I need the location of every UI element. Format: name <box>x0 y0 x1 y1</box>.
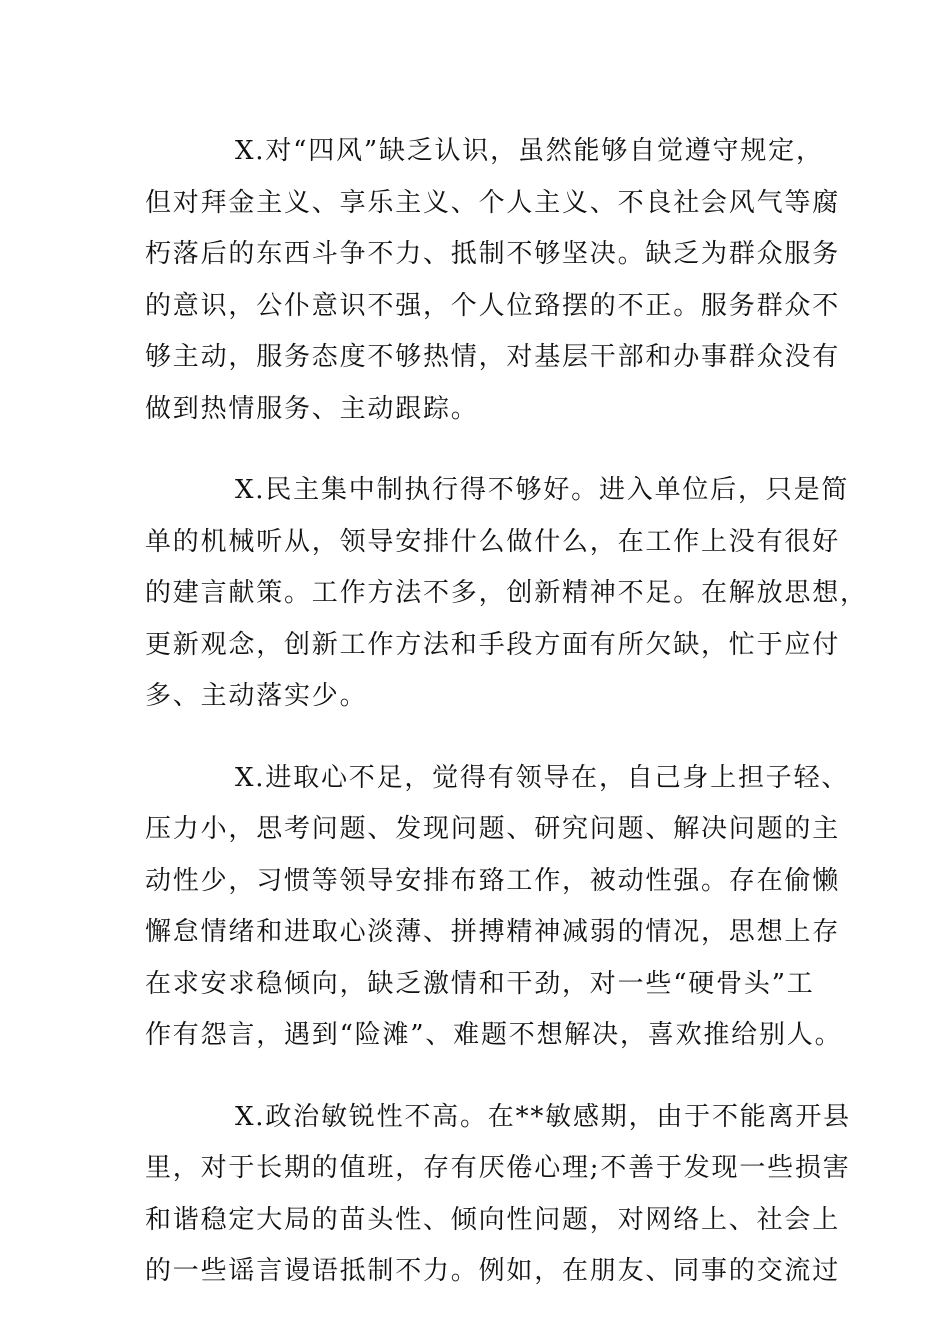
paragraph-line: 单的机械听从，领导安排什么做什么，在工作上没有很好 <box>145 526 841 557</box>
paragraph-line: 的建言献策。工作方法不多，创新精神不足。在解放思想， <box>145 578 868 608</box>
paragraph-line: 朽落后的东西斗争不力、抵制不够坚决。缺乏为群众服务 <box>145 239 841 269</box>
paragraph-line: 但对拜金主义、享乐主义、个人主义、不良社会风气等腐 <box>145 187 841 218</box>
paragraph-line: 在求安求稳倾向，缺乏激情和干劲，对一些“硬骨头”工 <box>145 968 815 999</box>
paragraph-4 <box>145 1092 851 1298</box>
paragraph-line: 压力小，思考问题、发现问题、研究问题、解决问题的主 <box>145 814 841 844</box>
paragraph-line: 和谐稳定大局的苗头性、倾向性问题，对网络上、社会上 <box>145 1204 841 1235</box>
paragraph-2 <box>145 465 868 723</box>
paragraph-1 <box>145 126 841 435</box>
paragraph-line: 作有怨言，遇到“险滩”、难题不想解决，喜欢推给别人。 <box>145 1020 843 1050</box>
paragraph-line: 懈怠情绪和进取心淡薄、拼搏精神减弱的情况，思想上存 <box>145 917 841 947</box>
paragraph-line: 动性少，习惯等领导安排布臵工作，被动性强。存在偷懒 <box>145 865 841 896</box>
paragraph-line: X.民主集中制执行得不够好。进入单位后，只是简 <box>235 475 850 505</box>
paragraph-line: X.进取心不足，觉得有领导在，自己身上担子轻、 <box>235 762 850 793</box>
document-body <box>145 126 868 1328</box>
paragraph-line: 够主动，服务态度不够热情，对基层干部和办事群众没有 <box>145 342 841 372</box>
paragraph-line: X.对“四风”缺乏认识，虽然能够自觉遵守规定， <box>235 136 824 166</box>
paragraph-line: 的意识，公仆意识不强，个人位臵摆的不正。服务群众不 <box>145 290 841 321</box>
paragraph-3 <box>145 753 850 1062</box>
paragraph-line: 多、主动落实少。 <box>145 681 368 711</box>
paragraph-line: 里，对于长期的值班，存有厌倦心理;不善于发现一些损害 <box>145 1153 851 1183</box>
paragraph-line: 的一些谣言谩语抵制不力。例如，在朋友、同事的交流过 <box>145 1256 841 1286</box>
paragraph-line: 做到热情服务、主动跟踪。 <box>145 393 479 424</box>
paragraph-line: X.政治敏锐性不高。在**敏感期，由于不能离开县 <box>235 1101 851 1132</box>
paragraph-line: 更新观念，创新工作方法和手段方面有所欠缺，忙于应付 <box>145 629 841 660</box>
